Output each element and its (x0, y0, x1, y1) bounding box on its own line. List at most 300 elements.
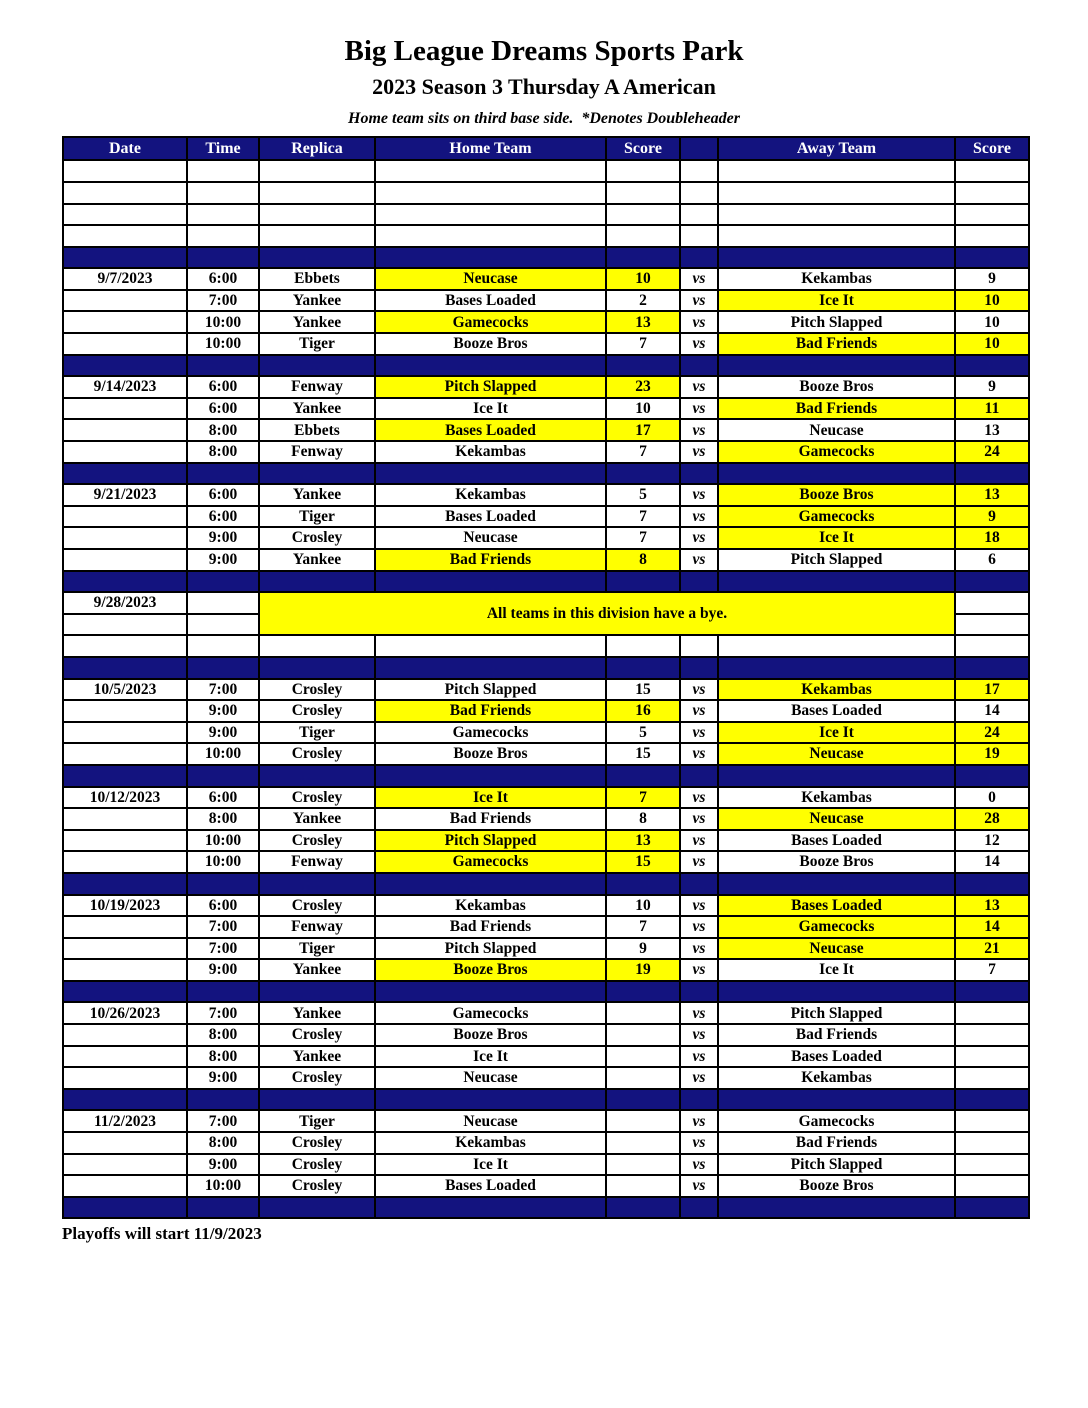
time-cell: 7:00 (187, 679, 259, 701)
replica-cell: Yankee (259, 549, 375, 571)
game-row (63, 722, 1029, 744)
home-team-cell: Ice It (375, 1046, 606, 1068)
away-team-cell: Gamecocks (718, 916, 955, 938)
replica-cell: Crosley (259, 700, 375, 722)
vs-label: vs (680, 290, 718, 312)
away-score-cell (955, 765, 1029, 787)
away-score-cell: 9 (955, 506, 1029, 528)
col-header-vs (680, 137, 718, 160)
home-score-cell (606, 981, 680, 1003)
replica-cell: Yankee (259, 1002, 375, 1024)
time-cell: 7:00 (187, 938, 259, 960)
replica-cell: Yankee (259, 808, 375, 830)
away-score-cell (955, 635, 1029, 657)
date-cell: 10/5/2023 (63, 679, 187, 701)
home-team-cell: Neucase (375, 1067, 606, 1089)
vs-label: vs (680, 916, 718, 938)
vs-label: vs (680, 527, 718, 549)
away-score-cell (955, 1154, 1029, 1176)
away-team-cell (718, 981, 955, 1003)
away-score-cell: 14 (955, 916, 1029, 938)
home-team-cell (375, 463, 606, 485)
home-team-cell: Pitch Slapped (375, 376, 606, 398)
replica-cell: Yankee (259, 311, 375, 333)
game-row (63, 1175, 1029, 1197)
date-cell (63, 398, 187, 420)
away-score-cell: 0 (955, 787, 1029, 809)
replica-cell: Crosley (259, 1024, 375, 1046)
replica-cell (259, 765, 375, 787)
empty-row (63, 204, 1029, 226)
away-score-cell (955, 160, 1029, 182)
home-score-cell (606, 204, 680, 226)
away-team-cell: Kekambas (718, 268, 955, 290)
vs-label: vs (680, 506, 718, 528)
separator-row (63, 873, 1029, 895)
away-score-cell (955, 981, 1029, 1003)
home-team-cell: Booze Bros (375, 959, 606, 981)
time-cell: 8:00 (187, 1024, 259, 1046)
time-cell (187, 765, 259, 787)
away-score-cell: 24 (955, 722, 1029, 744)
away-score-cell (955, 1132, 1029, 1154)
date-cell (63, 808, 187, 830)
time-cell (187, 204, 259, 226)
away-team-cell: Kekambas (718, 679, 955, 701)
date-cell (63, 614, 187, 636)
game-row (63, 290, 1029, 312)
replica-cell (259, 1197, 375, 1219)
home-team-cell (375, 247, 606, 269)
date-cell (63, 247, 187, 269)
date-cell (63, 700, 187, 722)
time-cell: 10:00 (187, 851, 259, 873)
away-score-cell (955, 463, 1029, 485)
home-score-cell (606, 355, 680, 377)
date-cell (63, 1132, 187, 1154)
away-team-cell: Kekambas (718, 787, 955, 809)
game-row (63, 1067, 1029, 1089)
away-score-cell (955, 204, 1029, 226)
game-row (63, 1024, 1029, 1046)
vs-cell (680, 204, 718, 226)
date-cell (63, 419, 187, 441)
away-score-cell (955, 182, 1029, 204)
date-cell (63, 830, 187, 852)
game-row (63, 851, 1029, 873)
date-cell (63, 311, 187, 333)
vs-label: vs (680, 851, 718, 873)
vs-label: vs (680, 268, 718, 290)
vs-cell (680, 225, 718, 247)
vs-label: vs (680, 1132, 718, 1154)
date-cell (63, 290, 187, 312)
away-score-cell: 13 (955, 895, 1029, 917)
away-score-cell: 12 (955, 830, 1029, 852)
empty-row (63, 225, 1029, 247)
home-score-cell: 5 (606, 722, 680, 744)
away-team-cell: Neucase (718, 419, 955, 441)
home-score-cell (606, 1132, 680, 1154)
vs-cell (680, 657, 718, 679)
replica-cell (259, 160, 375, 182)
home-team-cell: Gamecocks (375, 1002, 606, 1024)
date-cell (63, 722, 187, 744)
away-score-cell (955, 1046, 1029, 1068)
home-score-cell: 23 (606, 376, 680, 398)
replica-cell: Ebbets (259, 419, 375, 441)
away-team-cell: Neucase (718, 808, 955, 830)
game-row (63, 376, 1029, 398)
away-team-cell: Bad Friends (718, 333, 955, 355)
home-team-cell: Gamecocks (375, 722, 606, 744)
home-team-cell: Bad Friends (375, 549, 606, 571)
replica-cell (259, 463, 375, 485)
vs-label: vs (680, 1154, 718, 1176)
schedule-table-body (63, 160, 1029, 1218)
home-team-cell (375, 571, 606, 593)
away-score-cell (955, 657, 1029, 679)
replica-cell (259, 225, 375, 247)
time-cell: 6:00 (187, 398, 259, 420)
away-team-cell (718, 635, 955, 657)
replica-cell: Yankee (259, 290, 375, 312)
vs-label: vs (680, 722, 718, 744)
game-row (63, 419, 1029, 441)
separator-row (63, 571, 1029, 593)
home-score-cell: 7 (606, 333, 680, 355)
vs-cell (680, 247, 718, 269)
game-row (63, 679, 1029, 701)
away-team-cell (718, 204, 955, 226)
away-score-cell: 10 (955, 290, 1029, 312)
replica-cell: Ebbets (259, 268, 375, 290)
replica-cell: Tiger (259, 722, 375, 744)
vs-label: vs (680, 1024, 718, 1046)
away-score-cell (955, 1089, 1029, 1111)
replica-cell: Fenway (259, 441, 375, 463)
bye-row-1 (63, 592, 1029, 614)
away-score-cell: 28 (955, 808, 1029, 830)
home-team-cell: Neucase (375, 268, 606, 290)
game-row (63, 1110, 1029, 1132)
away-score-cell: 19 (955, 743, 1029, 765)
home-score-cell: 15 (606, 851, 680, 873)
replica-cell: Fenway (259, 916, 375, 938)
vs-label: vs (680, 679, 718, 701)
home-team-cell: Gamecocks (375, 311, 606, 333)
home-score-cell (606, 1024, 680, 1046)
separator-row (63, 1197, 1029, 1219)
away-team-cell: Neucase (718, 743, 955, 765)
time-cell: 10:00 (187, 830, 259, 852)
home-team-cell (375, 981, 606, 1003)
date-cell (63, 463, 187, 485)
replica-cell: Tiger (259, 333, 375, 355)
time-cell: 9:00 (187, 1067, 259, 1089)
vs-cell (680, 160, 718, 182)
separator-row (63, 463, 1029, 485)
away-team-cell: Neucase (718, 938, 955, 960)
time-cell (187, 873, 259, 895)
vs-cell (680, 463, 718, 485)
game-row (63, 959, 1029, 981)
home-score-cell: 15 (606, 679, 680, 701)
separator-row (63, 1089, 1029, 1111)
vs-label: vs (680, 484, 718, 506)
vs-label: vs (680, 333, 718, 355)
replica-cell: Fenway (259, 851, 375, 873)
separator-row (63, 981, 1029, 1003)
time-cell: 8:00 (187, 808, 259, 830)
time-cell: 7:00 (187, 1002, 259, 1024)
time-cell (187, 635, 259, 657)
vs-label: vs (680, 808, 718, 830)
home-team-cell: Gamecocks (375, 851, 606, 873)
col-header-replica: Replica (259, 137, 375, 160)
vs-label: vs (680, 398, 718, 420)
vs-label: vs (680, 1110, 718, 1132)
replica-cell: Yankee (259, 484, 375, 506)
home-team-cell: Bases Loaded (375, 1175, 606, 1197)
date-cell (63, 873, 187, 895)
date-cell (63, 938, 187, 960)
home-score-cell: 17 (606, 419, 680, 441)
time-cell: 6:00 (187, 376, 259, 398)
away-team-cell (718, 1089, 955, 1111)
home-team-cell: Ice It (375, 398, 606, 420)
home-team-cell: Pitch Slapped (375, 830, 606, 852)
home-score-cell: 10 (606, 398, 680, 420)
home-team-cell: Neucase (375, 527, 606, 549)
home-score-cell (606, 1175, 680, 1197)
home-score-cell: 10 (606, 268, 680, 290)
home-score-cell: 16 (606, 700, 680, 722)
empty-row (63, 160, 1029, 182)
replica-cell (259, 635, 375, 657)
vs-label: vs (680, 787, 718, 809)
game-row (63, 895, 1029, 917)
away-team-cell (718, 247, 955, 269)
away-score-cell: 10 (955, 333, 1029, 355)
vs-label: vs (680, 441, 718, 463)
home-score-cell (606, 635, 680, 657)
home-score-cell: 7 (606, 527, 680, 549)
replica-cell: Crosley (259, 787, 375, 809)
time-cell: 7:00 (187, 916, 259, 938)
date-cell (63, 333, 187, 355)
schedule-table (62, 136, 1030, 1219)
replica-cell: Fenway (259, 376, 375, 398)
home-score-cell: 7 (606, 787, 680, 809)
away-team-cell: Gamecocks (718, 1110, 955, 1132)
game-row (63, 938, 1029, 960)
date-cell: 9/7/2023 (63, 268, 187, 290)
date-cell (63, 1024, 187, 1046)
home-team-cell (375, 765, 606, 787)
time-cell: 8:00 (187, 1132, 259, 1154)
vs-label: vs (680, 376, 718, 398)
home-team-cell: Pitch Slapped (375, 938, 606, 960)
home-score-cell: 10 (606, 895, 680, 917)
time-cell: 8:00 (187, 419, 259, 441)
away-score-cell: 13 (955, 484, 1029, 506)
away-score-cell: 13 (955, 419, 1029, 441)
home-team-cell: Bad Friends (375, 700, 606, 722)
vs-label: vs (680, 743, 718, 765)
home-score-cell (606, 1110, 680, 1132)
replica-cell (259, 355, 375, 377)
game-row (63, 484, 1029, 506)
home-team-cell: Bases Loaded (375, 290, 606, 312)
date-cell (63, 1154, 187, 1176)
game-row (63, 398, 1029, 420)
time-cell: 6:00 (187, 895, 259, 917)
away-team-cell: Booze Bros (718, 1175, 955, 1197)
date-cell: 10/19/2023 (63, 895, 187, 917)
date-cell (63, 981, 187, 1003)
replica-cell: Crosley (259, 1132, 375, 1154)
replica-cell: Yankee (259, 398, 375, 420)
home-score-cell (606, 657, 680, 679)
time-cell: 9:00 (187, 549, 259, 571)
date-cell: 10/12/2023 (63, 787, 187, 809)
away-score-cell (955, 1110, 1029, 1132)
date-cell (63, 1089, 187, 1111)
home-score-cell: 9 (606, 938, 680, 960)
home-score-cell (606, 225, 680, 247)
home-team-cell (375, 1089, 606, 1111)
time-cell: 6:00 (187, 484, 259, 506)
away-team-cell (718, 463, 955, 485)
home-team-cell: Booze Bros (375, 743, 606, 765)
date-cell (63, 1046, 187, 1068)
away-score-cell: 9 (955, 376, 1029, 398)
away-score-cell: 24 (955, 441, 1029, 463)
time-cell (187, 1197, 259, 1219)
game-row (63, 743, 1029, 765)
vs-cell (680, 1089, 718, 1111)
away-score-cell (955, 1175, 1029, 1197)
home-team-cell: Booze Bros (375, 1024, 606, 1046)
time-cell (187, 614, 259, 636)
vs-label: vs (680, 1175, 718, 1197)
replica-cell: Tiger (259, 1110, 375, 1132)
away-team-cell (718, 873, 955, 895)
away-team-cell: Bases Loaded (718, 700, 955, 722)
replica-cell (259, 247, 375, 269)
date-cell (63, 743, 187, 765)
date-cell (63, 851, 187, 873)
vs-cell (680, 355, 718, 377)
date-cell: 10/26/2023 (63, 1002, 187, 1024)
date-cell (63, 506, 187, 528)
away-team-cell: Booze Bros (718, 851, 955, 873)
game-row (63, 268, 1029, 290)
away-score-cell: 9 (955, 268, 1029, 290)
home-score-cell (606, 1154, 680, 1176)
date-cell (63, 182, 187, 204)
time-cell (187, 981, 259, 1003)
home-score-cell (606, 463, 680, 485)
replica-cell: Crosley (259, 895, 375, 917)
home-team-cell: Kekambas (375, 1132, 606, 1154)
home-team-cell: Kekambas (375, 441, 606, 463)
vs-cell (680, 635, 718, 657)
away-score-cell (955, 1002, 1029, 1024)
time-cell: 8:00 (187, 1046, 259, 1068)
home-team-cell (375, 355, 606, 377)
game-row (63, 830, 1029, 852)
time-cell (187, 355, 259, 377)
header-row (63, 137, 1029, 160)
time-cell (187, 247, 259, 269)
vs-label: vs (680, 1046, 718, 1068)
game-row (63, 700, 1029, 722)
replica-cell: Tiger (259, 506, 375, 528)
home-score-cell: 8 (606, 549, 680, 571)
vs-label: vs (680, 311, 718, 333)
time-cell (187, 592, 259, 614)
home-score-cell (606, 1197, 680, 1219)
home-score-cell (606, 1067, 680, 1089)
replica-cell (259, 182, 375, 204)
separator-row (63, 247, 1029, 269)
away-team-cell (718, 657, 955, 679)
away-team-cell: Bases Loaded (718, 895, 955, 917)
away-team-cell: Bad Friends (718, 398, 955, 420)
home-score-cell: 2 (606, 290, 680, 312)
replica-cell: Tiger (259, 938, 375, 960)
col-header-away-score: Score (955, 137, 1029, 160)
game-row (63, 1002, 1029, 1024)
home-team-cell: Bad Friends (375, 808, 606, 830)
separator-row (63, 765, 1029, 787)
home-score-cell: 7 (606, 506, 680, 528)
date-cell (63, 916, 187, 938)
home-score-cell (606, 571, 680, 593)
game-row (63, 333, 1029, 355)
home-score-cell: 13 (606, 311, 680, 333)
date-cell (63, 204, 187, 226)
page-title: Big League Dreams Sports Park (344, 35, 744, 67)
page-subtitle: 2023 Season 3 Thursday A American (372, 74, 716, 100)
vs-cell (680, 182, 718, 204)
playoffs-note: Playoffs will start 11/9/2023 (62, 1224, 262, 1244)
col-header-time: Time (187, 137, 259, 160)
home-score-cell (606, 1002, 680, 1024)
away-team-cell (718, 1197, 955, 1219)
away-score-cell (955, 225, 1029, 247)
date-cell: 9/14/2023 (63, 376, 187, 398)
time-cell (187, 160, 259, 182)
vs-cell (680, 765, 718, 787)
home-team-cell (375, 225, 606, 247)
away-team-cell: Pitch Slapped (718, 1002, 955, 1024)
time-cell (187, 657, 259, 679)
away-team-cell: Pitch Slapped (718, 311, 955, 333)
away-score-cell: 14 (955, 851, 1029, 873)
date-cell (63, 527, 187, 549)
time-cell: 9:00 (187, 527, 259, 549)
date-cell (63, 549, 187, 571)
away-team-cell (718, 182, 955, 204)
home-score-cell: 5 (606, 484, 680, 506)
home-score-cell: 8 (606, 808, 680, 830)
home-score-cell: 15 (606, 743, 680, 765)
home-team-cell: Bad Friends (375, 916, 606, 938)
away-score-cell (955, 247, 1029, 269)
